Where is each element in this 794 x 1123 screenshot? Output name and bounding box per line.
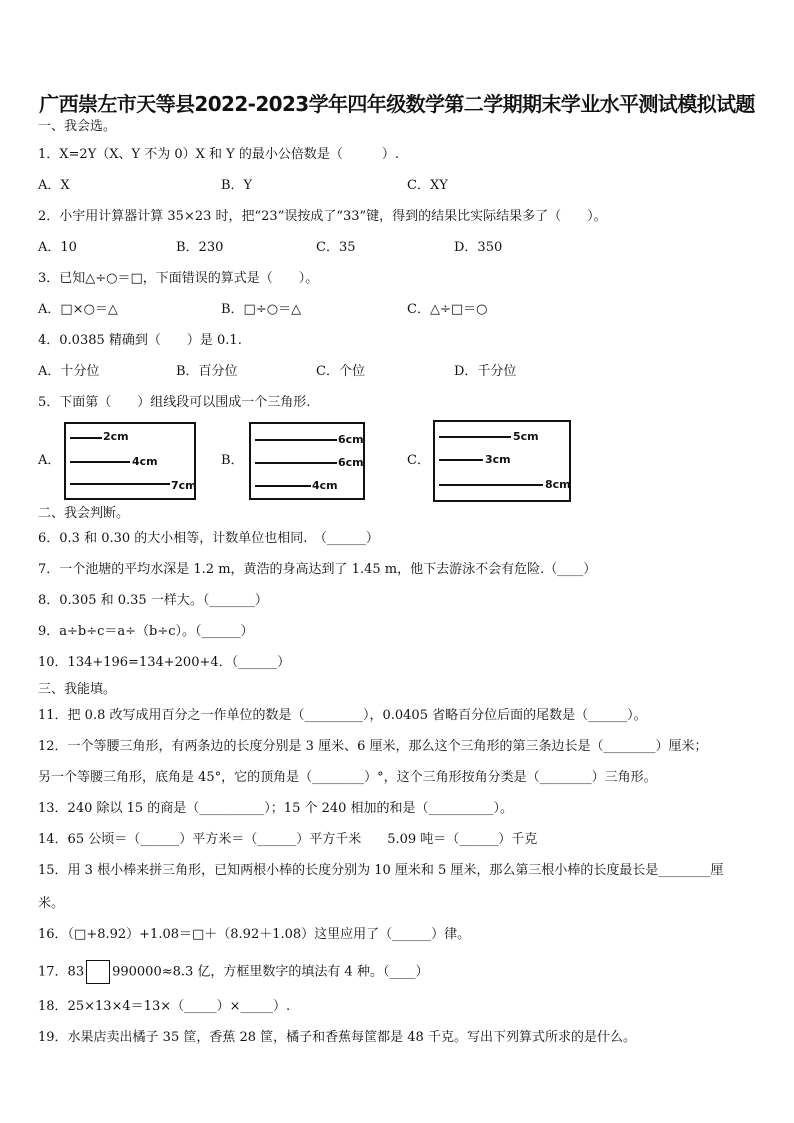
question-14: 14．65 公顷＝（______）平方米＝（______）平方千米 5.09 吨＝（______）千克 [38, 832, 538, 847]
q4-option-c[interactable]: C．个位 [316, 364, 365, 379]
section-heading-2: 二、我会判断。 [38, 506, 130, 521]
segment-label: 3cm [485, 453, 511, 466]
q5-option-c[interactable]: C． [407, 453, 430, 468]
segment-line [255, 439, 337, 441]
section-heading-3: 三、我能填。 [38, 682, 117, 697]
segment-line [70, 461, 130, 463]
question-16: 16．（□+8.92）+1.08＝□＋（8.92＋1.08）这里应用了（______）律。 [38, 927, 471, 942]
question-3: 3．已知△÷○＝□，下面错误的算式是（ ）。 [38, 271, 319, 286]
question-1: 1．X=2Y（X、Y 不为 0）X 和 Y 的最小公倍数是（ ）. [38, 147, 400, 162]
question-17 [38, 960, 428, 984]
question-15-line-1: 15．用 3 根小棒来拼三角形，已知两根小棒的长度分别为 10 厘米和 5 厘米，那么第三根小棒的长度最长是________厘 [38, 863, 724, 878]
q2-option-d[interactable]: D．350 [454, 240, 503, 255]
q4-option-b[interactable]: B．百分位 [176, 364, 238, 379]
segment-label: 7cm [171, 479, 197, 492]
segment-line [439, 484, 543, 486]
segment-label: 6cm [338, 433, 364, 446]
segment-line [70, 437, 102, 439]
segment-label: 6cm [338, 456, 364, 469]
question-13: 13．240 除以 15 的商是（__________）；15 个 240 相加的和是（__________）。 [38, 801, 514, 816]
q1-option-b[interactable]: B．Y [221, 178, 253, 193]
question-10: 10．134+196=134+200+4．（______） [38, 655, 291, 670]
question-12-line-1: 12．一个等腰三角形，有两条边的长度分别是 3 厘米、6 厘米，那么这个三角形的第三条边长是（________）厘米； [38, 739, 708, 754]
segment-label: 5cm [513, 430, 539, 443]
q5-figure-b [249, 422, 365, 500]
q2-option-c[interactable]: C．35 [316, 240, 356, 255]
q4-option-a[interactable]: A．十分位 [38, 364, 100, 379]
q1-option-a[interactable]: A．X [38, 178, 70, 193]
question-5: 5．下面第（ ）组线段可以围成一个三角形. [38, 395, 311, 410]
segment-line [255, 462, 337, 464]
q5-option-b[interactable]: B． [221, 453, 244, 468]
q3-option-a[interactable]: A．□×○＝△ [38, 302, 118, 317]
question-6: 6．0.3 和 0.30 的大小相等，计数单位也相同. （______） [38, 531, 379, 546]
question-4: 4．0.0385 精确到（ ）是 0.1. [38, 333, 242, 348]
question-12-line-2: 另一个等腰三角形，底角是 45°，它的顶角是（________）°，这个三角形按角分类是（________）三角形。 [38, 770, 657, 785]
q2-option-b[interactable]: B．230 [176, 240, 224, 255]
question-11: 11．把 0.8 改写成用百分之一作单位的数是（_________），0.0405 省略百分位后面的尾数是（______）。 [38, 708, 647, 723]
q17-answer-box[interactable] [86, 960, 110, 984]
question-15-line-2: 米。 [38, 896, 65, 911]
segment-label: 4cm [132, 455, 158, 468]
question-18: 18．25×13×4＝13×（_____）×_____）. [38, 999, 291, 1014]
q5-figure-c [433, 420, 571, 502]
question-8: 8．0.305 和 0.35 一样大。（_______） [38, 593, 268, 608]
section-heading-1: 一、我会选。 [38, 119, 117, 134]
question-7: 7．一个池塘的平均水深是 1.2 m，黄浩的身高达到了 1.45 m，他下去游泳不会有危险.（____） [38, 562, 597, 577]
q5-figure-a [64, 422, 196, 500]
page-title: 广西崇左市天等县2022-2023学年四年级数学第二学期期末学业水平测试模拟试题 [39, 92, 755, 116]
segment-line [439, 459, 483, 461]
question-19: 19．水果店卖出橘子 35 筐，香蕉 28 筐，橘子和香蕉每筐都是 48 千克。写出下列算式所求的是什么。 [38, 1030, 636, 1045]
q17-prefix: 17．83 [38, 964, 85, 980]
segment-line [439, 436, 511, 438]
q2-option-a[interactable]: A．10 [38, 240, 77, 255]
segment-label: 8cm [545, 478, 571, 491]
question-2: 2．小宇用计算器计算 35×23 时，把“23”误按成了“33”键，得到的结果比实际结果多了（ ）。 [38, 209, 607, 224]
segment-line [70, 483, 170, 485]
q5-option-a[interactable]: A． [38, 453, 61, 468]
q3-option-c[interactable]: C．△÷□＝○ [407, 302, 488, 317]
question-9: 9．a÷b÷c＝a÷（b÷c）。（______） [38, 624, 254, 639]
segment-line [255, 485, 311, 487]
q3-option-b[interactable]: B．□÷○＝△ [221, 302, 302, 317]
q17-suffix: 990000≈8.3 亿，方框里数字的填法有 4 种。（____） [112, 964, 429, 980]
segment-label: 4cm [312, 479, 338, 492]
q4-option-d[interactable]: D．千分位 [454, 364, 517, 379]
q1-option-c[interactable]: C．XY [407, 178, 448, 193]
segment-label: 2cm [103, 430, 129, 443]
